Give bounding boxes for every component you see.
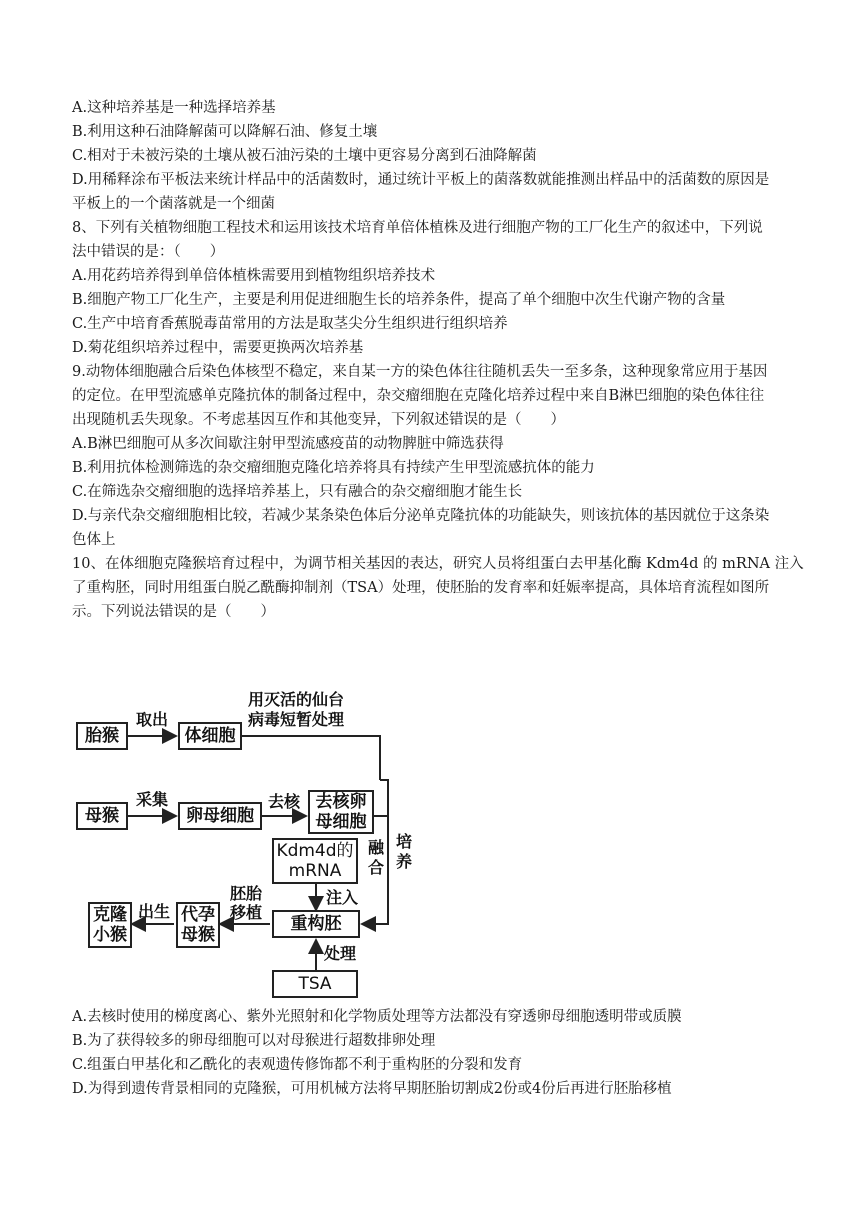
q9-option-d-cont: 色体上 (72, 532, 116, 548)
q10-option-a: A.去核时使用的梯度离心、紫外光照射和化学物质处理等方法都没有穿透卵母细胞透明带或质膜 (72, 1009, 682, 1025)
embryo-transfer-line-2: 移植 (229, 903, 262, 922)
oocyte-box: 卵母细胞 (178, 802, 262, 830)
mother-monkey-box: 母猴 (76, 802, 128, 830)
q8-option-b: B.细胞产物工厂化生产，主要是利用促进细胞生长的培养条件，提高了单个细胞中次生代谢产物的含量 (72, 292, 726, 308)
virus-label-1: 用灭活的仙台 (248, 690, 345, 709)
q9-stem-cont-1: 的定位。在甲型流感单克隆抗体的制备过程中，杂交瘤细胞在克隆化培养过程中来自B淋巴细胞的染色体往往 (72, 388, 765, 404)
q10-option-c: C.组蛋白甲基化和乙酰化的表观遗传修饰都不利于重构胚的分裂和发育 (72, 1057, 523, 1073)
reconstructed-embryo-box: 重构胚 (272, 910, 360, 938)
q8-option-d: D.菊花组织培养过程中，需要更换两次培养基 (72, 340, 364, 356)
flow-arrows (72, 688, 452, 1000)
q8-stem-cont: 法中错误的是：（ ） (72, 244, 225, 260)
q9-option-d: D.与亲代杂交瘤细胞相比较，若减少某条染色体后分泌单克隆抗体的功能缺失，则该抗体的基因就位于这条染 (72, 508, 770, 524)
q8-stem: 8、下列有关植物细胞工程技术和运用该技术培育单倍体植株及进行细胞产物的工厂化生产的叙述中，下列说 (72, 220, 763, 236)
enucleated-oocyte-box (308, 790, 374, 834)
tsa-box: TSA (272, 970, 358, 998)
virus-label-2: 病毒短暂处理 (248, 710, 345, 729)
fetal-monkey-box: 胎猴 (76, 722, 128, 750)
surrogate-line-1: 代孕 (181, 905, 215, 925)
q7-option-b: B.利用这种石油降解菌可以降解石油、修复土壤 (72, 124, 378, 140)
q9-stem: 9.动物体细胞融合后染色体核型不稳定，来自某一方的染色体往往随机丢失一至多条，这种现象常应用于基因 (72, 364, 768, 380)
q10-stem-cont-2: 示。下列说法错误的是（ ） (72, 604, 275, 620)
culture-label: 培养 (396, 832, 413, 871)
q9-option-a: A.B淋巴细胞可从多次间歇注射甲型流感疫苗的动物脾脏中筛选获得 (72, 436, 504, 452)
take-out-label: 取出 (135, 710, 168, 729)
q7-option-c: C.相对于未被污染的土壤从被石油污染的土壤中更容易分离到石油降解菌 (72, 148, 537, 164)
enucleate-label: 去核 (267, 792, 300, 811)
enucleated-oocyte-line-1: 去核卵 (315, 792, 367, 812)
cloned-monkey-line-2: 小猴 (93, 925, 127, 945)
q8-option-c: C.生产中培育香蕉脱毒苗常用的方法是取茎尖分生组织进行组织培养 (72, 316, 508, 332)
cloning-flow-diagram (72, 688, 452, 1000)
q10-stem: 10、在体细胞克隆猴培育过程中，为调节相关基因的表达，研究人员将组蛋白去甲基化酶 Kdm4d 的 mRNA 注入 (72, 556, 804, 572)
kdm4d-mrna-box (272, 838, 358, 884)
kdm4d-line-2: mRNA (288, 861, 342, 881)
q10-option-b: B.为了获得较多的卵母细胞可以对母猴进行超数排卵处理 (72, 1033, 436, 1049)
enucleated-oocyte-line-2: 母细胞 (315, 812, 367, 832)
q8-option-a: A.用花药培养得到单倍体植株需要用到植物组织培养技术 (72, 268, 436, 284)
q9-option-c: C.在筛选杂交瘤细胞的选择培养基上，只有融合的杂交瘤细胞才能生长 (72, 484, 523, 500)
q9-stem-cont-2: 出现随机丢失现象。不考虑基因互作和其他变异，下列叙述错误的是（ ） (72, 412, 565, 428)
q10-options (72, 1005, 802, 1101)
kdm4d-line-1: Kdm4d的 (276, 841, 354, 861)
embryo-transfer-label (224, 884, 268, 922)
inject-label: 注入 (325, 888, 358, 907)
q7-option-d-cont: 平板上的一个菌落就是一个细菌 (72, 196, 275, 212)
embryo-transfer-line-1: 胚胎 (229, 884, 262, 903)
cloned-monkey-line-1: 克隆 (93, 905, 127, 925)
q10-stem-cont-1: 了重构胚，同时用组蛋白脱乙酰酶抑制剂（TSA）处理，使胚胎的发育率和妊娠率提高，具体培育流程如图所 (72, 580, 770, 596)
birth-label: 出生 (137, 902, 170, 921)
q9-option-b: B.利用抗体检测筛选的杂交瘤细胞克隆化培养将具有持续产生甲型流感抗体的能力 (72, 460, 595, 476)
treat-label: 处理 (323, 944, 356, 963)
q7-option-a: A.这种培养基是一种选择培养基 (72, 100, 276, 116)
surrogate-mother-box (176, 902, 220, 948)
collect-label: 采集 (135, 790, 168, 809)
somatic-cell-box: 体细胞 (178, 722, 242, 750)
fusion-label: 融合 (368, 838, 385, 877)
surrogate-line-2: 母猴 (181, 925, 215, 945)
cloned-monkey-box (88, 902, 132, 948)
q10-option-d: D.为得到遗传背景相同的克隆猴，可用机械方法将早期胚胎切割成2份或4份后再进行胚胎移植 (72, 1081, 672, 1097)
question-text (72, 96, 802, 624)
q7-option-d: D.用稀释涂布平板法来统计样品中的活菌数时，通过统计平板上的菌落数就能推测出样品中的活菌数的原因是 (72, 172, 770, 188)
